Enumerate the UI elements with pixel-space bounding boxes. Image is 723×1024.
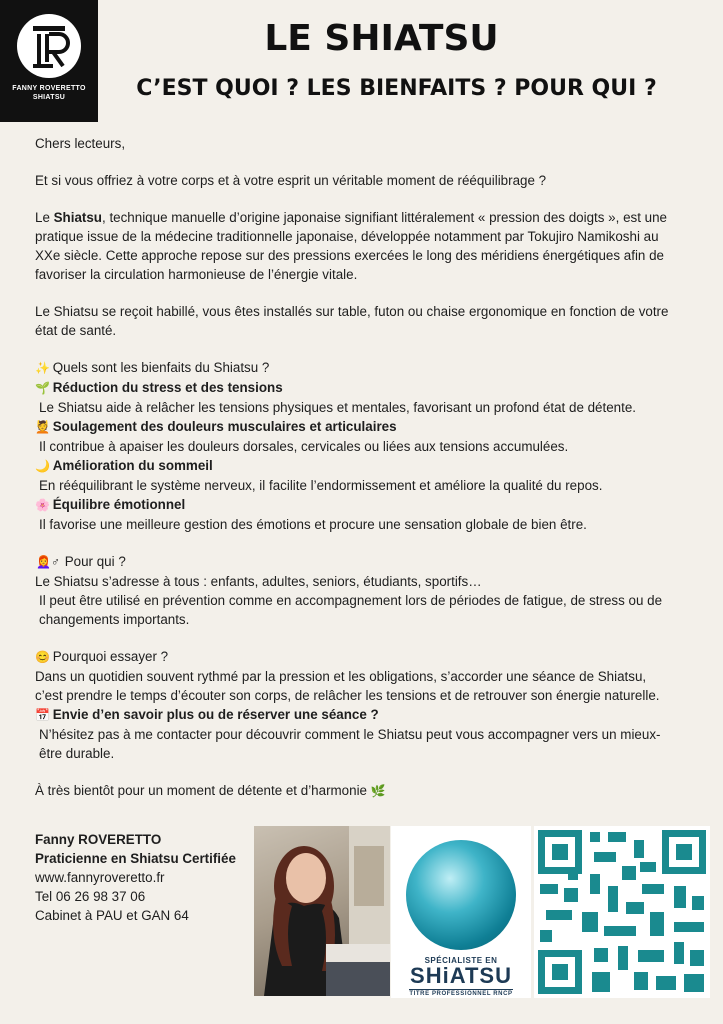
- page-subtitle: C’EST QUOI ? LES BIENFAITS ? POUR QUI ?: [136, 76, 657, 101]
- intro: Et si vous offriez à votre corps et à votre esprit un véritable moment de rééquilibrage ?: [35, 173, 547, 188]
- closing: À très bientôt pour un moment de détente et d’harmonie 🌿: [35, 781, 675, 801]
- logo: [0, 0, 98, 122]
- signature: [35, 830, 236, 925]
- for-whom-line2: Il peut être utilisé en prévention comme en accompagnement lors de périodes de fatigue, de stress ou de changements importants.: [39, 593, 663, 627]
- seedling-icon: 🌱: [35, 381, 50, 395]
- paragraph-session: Le Shiatsu se reçoit habillé, vous êtes installés sur table, futon ou chaise ergonomique en fonction de votre état de santé.: [35, 304, 669, 338]
- badge-line2: SHiATSU: [410, 963, 512, 988]
- qr-code[interactable]: [534, 826, 710, 998]
- people-icon: 👩‍🦰♂: [36, 555, 60, 569]
- page-title: LE SHIATSU: [264, 18, 499, 59]
- benefits-heading: ✨ Quels sont les bienfaits du Shiatsu ?: [35, 358, 675, 378]
- moon-icon: 🌙: [35, 459, 50, 473]
- for-whom-heading: 👩‍🦰♂ Pour qui ?: [35, 552, 675, 572]
- benefit-title: 🌙 Amélioration du sommeil: [35, 456, 675, 476]
- smile-icon: 😊: [35, 650, 50, 664]
- contact-heading: 📅 Envie d’en savoir plus ou de réserver une séance ?: [35, 705, 675, 725]
- paragraph-definition: Le Shiatsu, technique manuelle d’origine japonaise signifiant littéralement « pression des doigts », est une pratique issue de la médecine traditionnelle japonaise, développée notamment par Tokujiro Namikoshi au XXe siècle. Cette approche repose sur des pressions exercées le long des méridiens énergétiques afin de favoriser la circulation harmonieuse de l’énergie vitale.: [35, 210, 667, 282]
- portrait-photo: [254, 826, 390, 996]
- article-body: [35, 134, 675, 801]
- why-text: Dans un quotidien souvent rythmé par la pression et les obligations, s’accorder une séance de Shiatsu, c’est prendre le temps d’écouter son corps, de relâcher les tensions et de retrouver son énergie naturelle.: [35, 669, 660, 703]
- wave-logo-icon: [406, 840, 516, 950]
- herb-icon: 🌿: [370, 784, 386, 798]
- benefit-text: En rééquilibrant le système nerveux, il facilite l’endormissement et améliore la qualité du repos.: [39, 478, 603, 493]
- logo-name-line1: FANNY ROVERETTO: [12, 85, 86, 92]
- signature-name: Fanny ROVERETTO: [35, 832, 162, 847]
- signature-role: Praticienne en Shiatsu Certifiée: [35, 851, 236, 866]
- phone: Tel 06 26 98 37 06: [35, 889, 146, 904]
- badge-line1: SPÉCIALISTE EN: [424, 956, 498, 965]
- logo-mark-icon: [17, 14, 81, 78]
- greeting: Chers lecteurs,: [35, 136, 126, 151]
- benefit-title: 🌱 Réduction du stress et des tensions: [35, 378, 675, 398]
- benefit-text: Le Shiatsu aide à relâcher les tensions physiques et mentales, favorisant un profond état de détente.: [39, 400, 637, 415]
- benefit-text: Il favorise une meilleure gestion des émotions et procure une sensation globale de bien être.: [39, 517, 587, 532]
- benefit-title: 💆 Soulagement des douleurs musculaires et articulaires: [35, 417, 675, 437]
- for-whom-line1: Le Shiatsu s’adresse à tous : enfants, adultes, seniors, étudiants, sportifs…: [35, 574, 482, 589]
- location: Cabinet à PAU et GAN 64: [35, 908, 189, 923]
- logo-name-line2: SHIATSU: [32, 94, 66, 101]
- benefit-title: 🌸 Équilibre émotionnel: [35, 495, 675, 515]
- contact-text: N’hésitez pas à me contacter pour découvrir comment le Shiatsu peut vous accompagner vers un mieux-être durable.: [39, 727, 661, 761]
- benefit-text: Il contribue à apaiser les douleurs dorsales, cervicales ou liées aux tensions accumulées.: [39, 439, 569, 454]
- calendar-icon: 📅: [35, 708, 50, 722]
- badge-line3: TITRE PROFESSIONNEL RNCP: [409, 991, 513, 997]
- massage-icon: 💆: [35, 420, 50, 434]
- sparkles-icon: ✨: [35, 361, 50, 375]
- website-link[interactable]: www.fannyroveretto.fr: [35, 870, 165, 885]
- certification-badge: [391, 826, 531, 998]
- why-heading: 😊 Pourquoi essayer ?: [35, 647, 675, 667]
- flower-icon: 🌸: [35, 498, 50, 512]
